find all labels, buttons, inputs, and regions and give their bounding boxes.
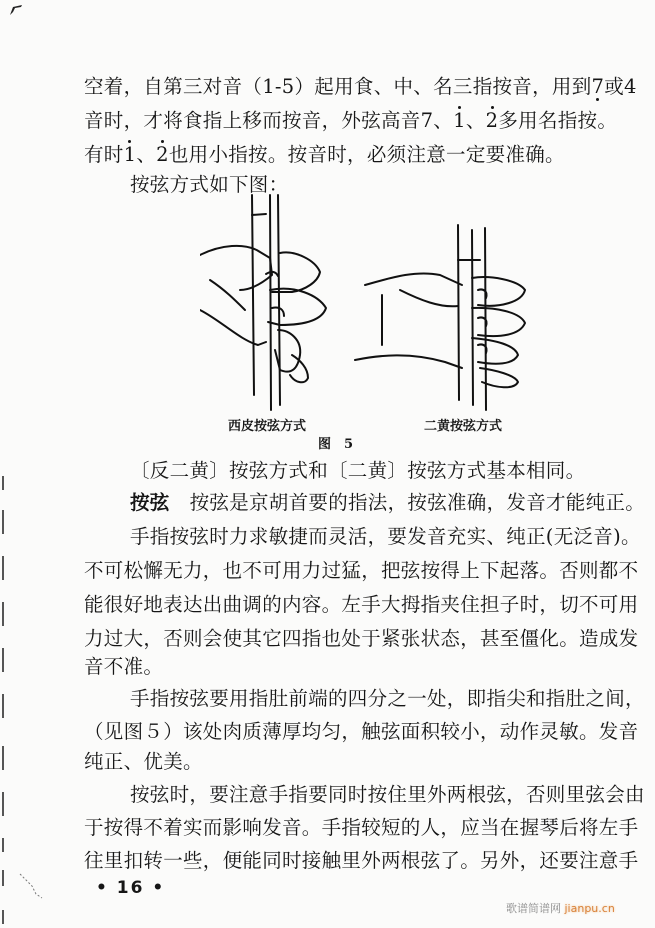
text-segment: 、: [136, 143, 157, 166]
text-segment: 按弦是京胡首要的指法，按弦准确，发音才能纯正。: [189, 491, 646, 514]
text-line: 于按得不着实而影响发音。手指较短的人，应当在握琴后将左手: [84, 816, 639, 839]
text-segment: 、: [465, 109, 486, 132]
text-segment: 多用名指按。: [498, 109, 618, 132]
text-line: （见图５）该处肉质薄厚均匀，触弦面积较小，动作灵敏。发音: [84, 720, 639, 743]
note-number: 4: [624, 75, 637, 98]
hand-position-illustration: [200, 190, 540, 420]
text-segment: 空着，自第三对音（1-5）起用食、中、名三指按音，用到: [84, 75, 592, 98]
margin-mark: [2, 870, 4, 886]
text-line: 能很好地表达出曲调的内容。左手大拇指夹住担子时，切不可用: [84, 593, 639, 616]
text-line: 手指按弦时力求敏捷而灵活，要发音充实、纯正(无泛音)。: [130, 525, 641, 548]
margin-mark: [2, 910, 4, 924]
text-segment: 或: [604, 75, 625, 98]
figure-intro: 按弦方式如下图：: [130, 173, 289, 196]
scan-scratch-mark: [18, 872, 58, 902]
margin-mark: [2, 838, 4, 852]
high-octave-note: 2: [485, 109, 499, 132]
watermark-site: 歌谱简谱网: [506, 902, 561, 915]
page-number: • 16 •: [96, 878, 166, 898]
text-line: [84, 108, 618, 134]
margin-mark: [2, 648, 4, 672]
margin-mark: [2, 556, 4, 580]
text-line: 〔反二黄〕按弦方式和〔二黄〕按弦方式基本相同。: [130, 459, 586, 482]
margin-mark: [2, 694, 4, 718]
text-line: 纯正、优美。: [84, 750, 203, 773]
text-line: [130, 490, 650, 516]
low-octave-note: 7: [591, 75, 605, 98]
high-octave-note: 1: [123, 143, 137, 166]
text-line: 手指按弦要用指肚前端的四分之一处，即指尖和指肚之间，: [130, 687, 645, 710]
text-line: 往里扣转一些，便能同时接触里外两根弦了。另外，还要注意手: [84, 849, 639, 872]
figure-label: 图 5: [318, 437, 354, 452]
text-line: 力过大，否则会使其它四指也处于紧张状态，甚至僵化。造成发: [84, 627, 639, 650]
watermark: [506, 900, 615, 916]
watermark-url: jianpu.cn: [564, 902, 615, 915]
text-line: 按弦时，要注意手指要同时按住里外两根弦，否则里弦会由: [130, 783, 645, 806]
text-segment: 有时: [84, 143, 124, 166]
margin-mark: [2, 476, 4, 490]
margin-mark: [2, 746, 4, 770]
figure-caption-erhuang: 二黄按弦方式: [424, 419, 503, 434]
margin-mark: [2, 792, 4, 816]
scan-corner-mark: [9, 4, 23, 16]
text-segment: 音时，才将食指上移而按音，外弦高音7、: [84, 109, 454, 132]
text-line: 不可松懈无力，也不可用力过猛，把弦按得上下起落。否则都不: [84, 559, 639, 582]
text-line: 音不准。: [84, 655, 164, 678]
high-octave-note: 1: [453, 109, 466, 132]
section-heading: 按弦: [130, 491, 170, 514]
erhuang-hand-drawing: [355, 225, 525, 410]
text-segment: 也用小指按。按音时，必须注意一定要准确。: [168, 143, 565, 166]
xipi-hand-drawing: [200, 195, 326, 410]
text-line: [84, 74, 637, 100]
figure-caption-xipi: 西皮按弦方式: [228, 419, 307, 434]
margin-mark: [2, 602, 4, 626]
text-line: [84, 142, 604, 168]
high-octave-note: 2: [156, 143, 169, 166]
margin-mark: [2, 510, 4, 534]
